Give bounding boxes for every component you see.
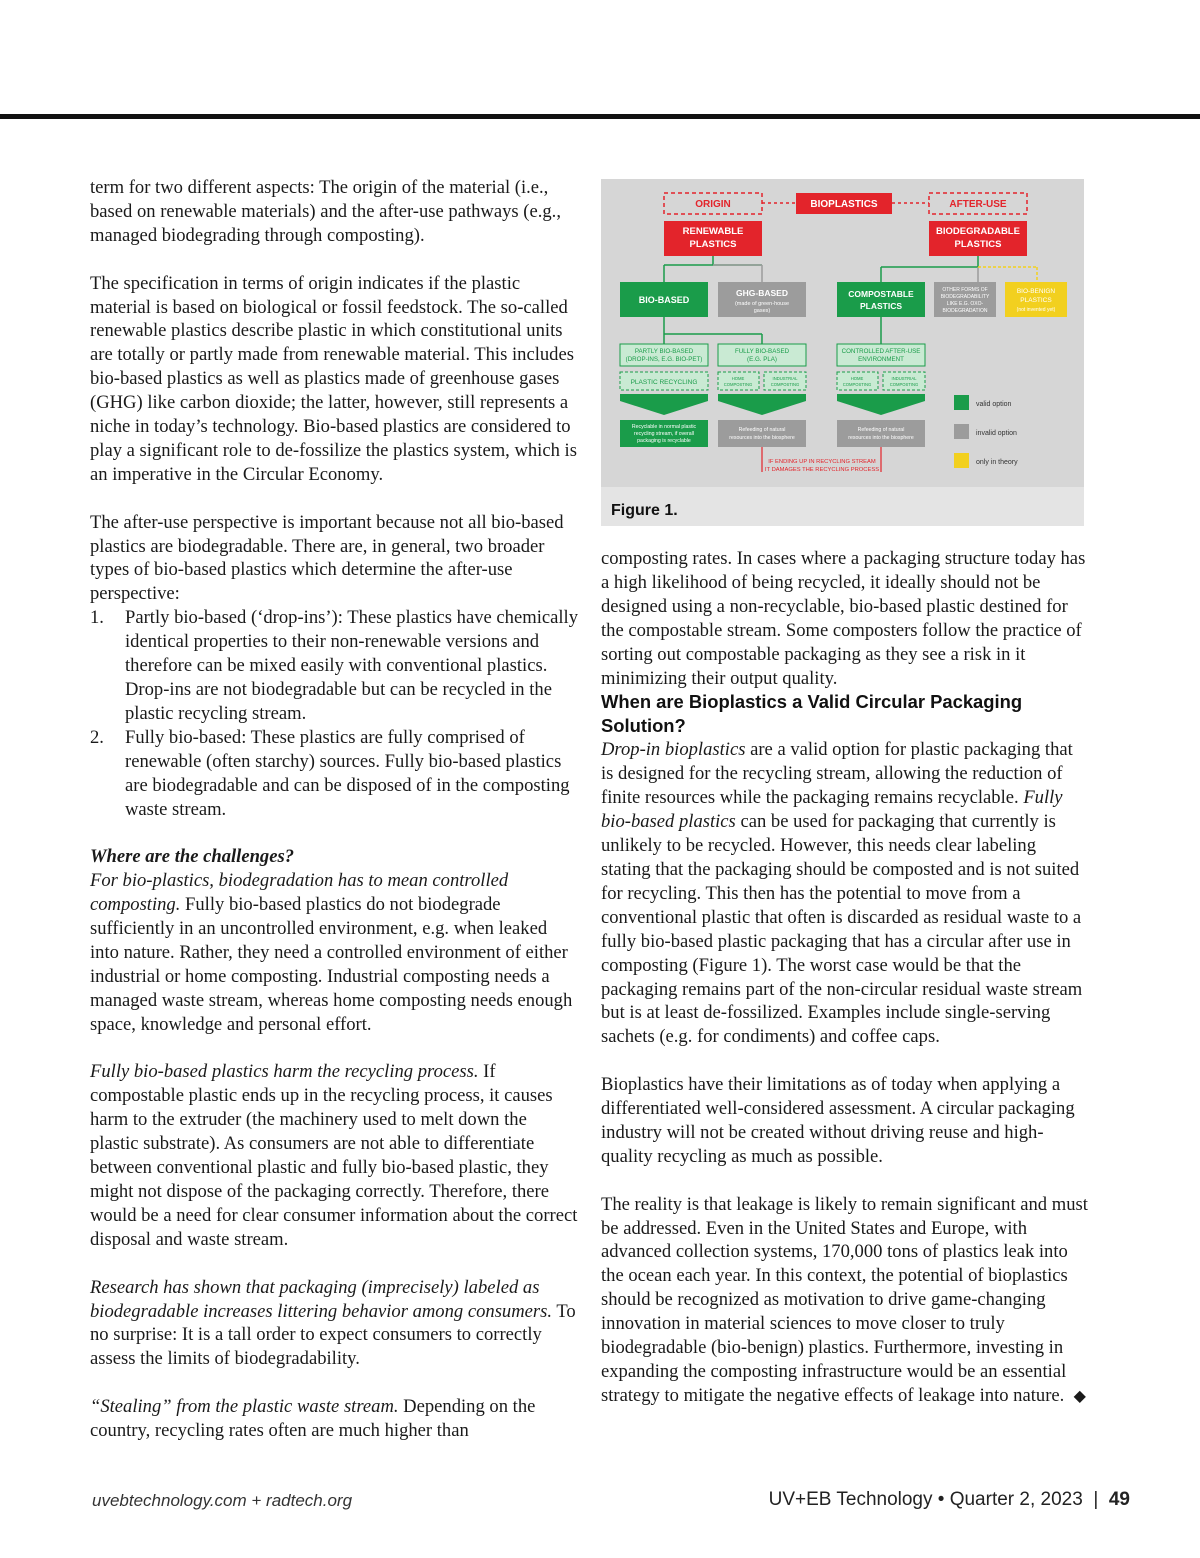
- industrial-label-1b: COMPOSTING: [770, 382, 800, 387]
- ghg-label-1: GHG-BASED: [736, 288, 788, 298]
- paragraph: [90, 869, 578, 1036]
- body-text: To no surprise: It is a tall order to expect consumers to correctly assess the limits of biodegradability.: [90, 1300, 576, 1370]
- footer-websites: uvebtechnology.com + radtech.org: [92, 1491, 353, 1510]
- paragraph: Bioplastics have their limitations as of today when applying a differentiated well-considered assessment. A circular packaging industry will not be created without driving reuse and high-quality recycling as much as possible.: [601, 1074, 1075, 1167]
- list-number: 2.: [90, 726, 104, 748]
- industrial-composting-box-1: [764, 372, 806, 390]
- left-column: [90, 176, 578, 1443]
- paragraph: term for two different aspects: The origin of the material (i.e., based on renewable materials) and the after-use pathways (e.g., managed biodegrading through composting).: [90, 177, 561, 246]
- body-text: are a valid option for plastic packaging that is designed for the recycling stream, allowing the reduction of finite resources while the packaging remains recyclable.: [601, 739, 1073, 809]
- header-rule: [0, 114, 1200, 119]
- other-label-4: BIODEGRADATION: [942, 308, 988, 314]
- after-use-label: AFTER-USE: [949, 199, 1007, 210]
- recyclable-label-3: packaging is recyclable: [637, 438, 691, 444]
- fully-label-1: FULLY BIO-BASED: [734, 348, 790, 355]
- partly-label-1: PARTLY BIO-BASED: [634, 348, 694, 355]
- paragraph: [601, 1193, 1089, 1408]
- legend-invalid-label: invalid option: [976, 430, 1017, 437]
- renewable-label-1: RENEWABLE: [682, 226, 744, 237]
- controlled-label-1: CONTROLLED AFTER-USE: [841, 348, 921, 355]
- body-text: can be used for packaging that currently is unlikely to be recycled. However, this needs clear labeling stating that the packaging should be composted and is not suited for recycling. This then has the potential to move from a conventional plastic that often is discarded as residual waste to a fully bio-based plastic packaging that has a circular after use in composting (Figure 1). The worst case would be that the packaging remains part of the non-circular residual waste stream but is at least de-fossilized. Examples include single-serving sachets (e.g. for condiments) and coffee caps.: [601, 811, 1083, 1048]
- biodegradable-label-2: PLASTICS: [954, 239, 1002, 250]
- body-text: Fully bio-based plastics do not biodegrade sufficiently in an uncontrolled environment, e.g. when leaked into nature. Rather, they need a controlled environment of either industrial or home composting. Industrial composting needs a managed waste stream, whereas home composting needs enough space, knowledge and personal effort.: [90, 894, 573, 1035]
- other-label-2: BIODEGRADABILITY: [940, 294, 990, 300]
- section-heading: Where are the challenges?: [90, 846, 295, 868]
- plastic-recycling-label: PLASTIC RECYCLING: [630, 379, 698, 386]
- legend-theory-label: only in theory: [976, 459, 1018, 466]
- paragraph: [90, 1276, 578, 1372]
- recyclable-label-2: recycling stream, if overall: [634, 431, 694, 437]
- section-heading: When are Bioplastics a Valid Circular Packaging Solution?: [601, 691, 1023, 737]
- legend-valid-label: valid option: [976, 401, 1012, 408]
- italic-lead: “Stealing” from the plastic waste stream.: [90, 1396, 399, 1418]
- paragraph: [90, 1060, 578, 1251]
- warning-label-1: IF ENDING UP IN RECYCLING STREAM: [768, 459, 876, 465]
- ghg-label-2: (made of green-house: [734, 301, 790, 307]
- other-label-3: LIKE E.G. OXO-: [946, 301, 984, 307]
- italic-term: Drop-in bioplastics: [601, 739, 746, 761]
- home-label-1a: HOME: [731, 376, 745, 381]
- italic-lead: Fully bio-based plastics harm the recycling process.: [90, 1061, 479, 1083]
- paragraph: [601, 738, 1089, 1049]
- paragraph: The after-use perspective is important because not all bio-based plastics are biodegradable. There are, in general, two broader types of bio-based plastics which determine the after-use perspective:: [90, 511, 564, 605]
- recyclable-label-1: Recyclable in normal plastic: [631, 424, 697, 430]
- partly-label-2: (DROP-INS, E.G. BIO-PET): [625, 356, 703, 363]
- list-item: [90, 726, 578, 822]
- renewable-label-2: PLASTICS: [689, 239, 737, 250]
- home-composting-box-1: [718, 372, 759, 390]
- biodegradable-label-1: BIODEGRADABLE: [936, 226, 1020, 237]
- ghg-label-3: gases): [753, 308, 771, 314]
- home-composting-box-2: [837, 372, 878, 390]
- list-item-text: Partly bio-based (‘drop-ins’): These plastics have chemically identical properties to their non-renewable versions and therefore can be mixed easily with conventional plastics. Drop-ins are not biodegradable but can be recycled in the plastic recycling stream.: [125, 607, 578, 724]
- industrial-label-1a: INDUSTRIAL: [772, 376, 798, 381]
- other-label-1: OTHER FORMS OF: [942, 287, 988, 293]
- right-column: [601, 547, 1089, 1408]
- list-item-text: Fully bio-based: These plastics are fully comprised of renewable (often starchy) sources. Fully bio-based plastics are biodegradable and can be disposed of in the composting waste stream.: [125, 726, 570, 820]
- legend-valid-swatch: [954, 395, 969, 410]
- industrial-label-2a: INDUSTRIAL: [891, 376, 917, 381]
- refeeding-outcome-box-2: [837, 420, 925, 447]
- home-label-1b: COMPOSTING: [723, 382, 753, 387]
- publication-info: UV+EB Technology • Quarter 2, 2023 |: [768, 1489, 1109, 1510]
- legend-invalid-swatch: [954, 424, 969, 439]
- benign-label-1: BIO-BENIGN: [1016, 288, 1056, 295]
- warning-label-2: IT DAMAGES THE RECYCLING PROCESS: [764, 467, 880, 473]
- figure-1: [601, 179, 1084, 526]
- italic-lead: For bio-plastics, biodegradation has to mean controlled composting.: [90, 870, 509, 916]
- refeed-label-2b: resources into the biosphere: [848, 435, 914, 441]
- refeed-label-2a: Refeeding of natural: [857, 427, 905, 433]
- italic-term: Fully bio-based plastics: [601, 787, 1063, 833]
- home-label-2a: HOME: [850, 376, 864, 381]
- benign-label-3: (not invented yet): [1016, 307, 1056, 313]
- body-text: Depending on the country, recycling rates often are much higher than: [90, 1396, 536, 1442]
- body-text: The reality is that leakage is likely to remain significant and must be addressed. Even in the United States and Europe, with advanced collection systems, 170,000 tons of plastics leak into the ocean each year. In this context, the potential of bioplastics should be recognized as motivation to drive game-changing innovation in material sciences to move closer to truly biodegradable (bio-benign) plastics. Furthermore, investing in expanding the composting infrastructure would be an essential strategy to mitigate the negative effects of leakage into nature.: [601, 1193, 1088, 1406]
- home-label-2b: COMPOSTING: [842, 382, 872, 387]
- body-text: If compostable plastic ends up in the recycling process, it causes harm to the extruder (the machinery used to melt down the plastic substrate). As consumers are not able to differentiate between conventional plastic and fully bio-based plastic, they might not dispose of the packaging correctly. Therefore, there would be a need for clear consumer information about the correct disposal and waste stream.: [90, 1061, 578, 1250]
- compostable-label-1: COMPOSTABLE: [848, 289, 914, 299]
- refeed-label-1a: Refeeding of natural: [738, 427, 786, 433]
- italic-lead: Research has shown that packaging (imprecisely) labeled as biodegradable increases littering behavior among consumers.: [90, 1276, 553, 1322]
- numbered-list: [90, 606, 578, 821]
- controlled-label-2: ENVIRONMENT: [858, 356, 904, 363]
- industrial-label-2b: COMPOSTING: [889, 382, 919, 387]
- paragraph: [90, 1395, 578, 1443]
- list-item: [90, 606, 578, 726]
- footer-publication: [769, 1489, 1130, 1511]
- refeed-label-1b: resources into the biosphere: [729, 435, 795, 441]
- end-mark-icon: ◆: [1073, 1385, 1086, 1405]
- compostable-plastics-box: [837, 282, 925, 317]
- compostable-label-2: PLASTICS: [859, 301, 903, 311]
- page-number: 49: [1108, 1489, 1130, 1510]
- fully-label-2: (E.G. PLA): [747, 356, 777, 363]
- legend-theory-swatch: [954, 453, 969, 468]
- figure-caption: Figure 1.: [611, 502, 678, 519]
- paragraph: The specification in terms of origin indicates if the plastic material is based on biological or fossil feedstock. The so-called renewable plastics describe plastic in which constitutional units are totally or partly made from renewable material. This includes bio-based plastics as well as plastics made of greenhouse gases (GHG) like carbon dioxide; the latter, however, still represents a niche in today’s technology. Bio-based plastics are considered to play a significant role to de-fossilize the plastics system, which is an imperative in the Circular Economy.: [90, 272, 577, 485]
- bio-based-label: BIO-BASED: [638, 295, 690, 305]
- origin-label: ORIGIN: [695, 199, 731, 210]
- refeeding-outcome-box-1: [718, 420, 806, 447]
- bioplastics-label: BIOPLASTICS: [810, 199, 878, 210]
- paragraph: composting rates. In cases where a packaging structure today has a high likelihood of being recycled, it ideally should not be designed using a non-recyclable, bio-based plastic destined for the compostable stream. Some composters follow the practice of sorting out compostable packaging as they see a risk in it minimizing their output quality.: [601, 548, 1086, 689]
- list-number: 1.: [90, 607, 104, 629]
- bioplastics-diagram: [601, 179, 1084, 526]
- industrial-composting-box-2: [883, 372, 925, 390]
- benign-label-2: PLASTICS: [1020, 297, 1052, 304]
